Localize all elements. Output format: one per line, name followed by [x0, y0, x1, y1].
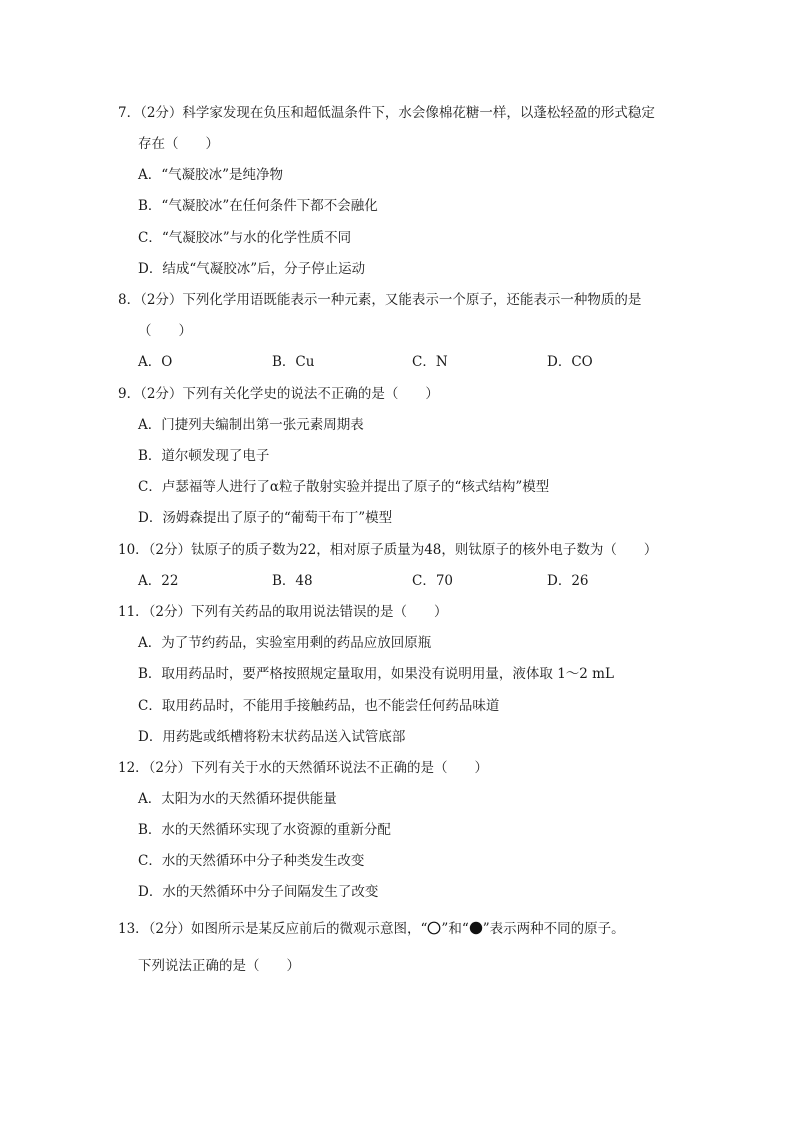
- q7-option-c: C．“气凝胶冰”与水的化学性质不同: [138, 230, 352, 246]
- q12-option-c: C．水的天然循环中分子种类发生改变: [138, 853, 365, 869]
- q7-stem-line2: 存在（ ）: [138, 136, 219, 152]
- q7-option-b: B．“气凝胶冰”在任何条件下都不会融化: [138, 198, 378, 214]
- q7-option-d: D．结成“气凝胶冰”后，分子停止运动: [138, 261, 366, 277]
- q13-stem-part2: ”和“: [441, 921, 469, 937]
- open-circle-atom-icon: [427, 921, 441, 941]
- q13-stem-line2: 下列说法正确的是（ ）: [138, 958, 300, 974]
- q12-option-a: A．太阳为水的天然循环提供能量: [138, 791, 337, 807]
- q9-stem-line1: 9．（2分）下列有关化学史的说法不正确的是（ ）: [118, 386, 439, 402]
- q12-stem-line1: 12．（2分）下列有关于水的天然循环说法不正确的是（ ）: [118, 760, 489, 776]
- q9-option-b: B．道尔顿发现了电子: [138, 448, 270, 464]
- q10-option-d: D．26: [547, 573, 589, 589]
- filled-circle-atom-icon: [469, 921, 483, 941]
- q11-option-a: A．为了节约药品，实验室用剩的药品应放回原瓶: [138, 635, 432, 651]
- q11-option-c: C．取用药品时，不能用手接触药品，也不能尝任何药品味道: [138, 698, 500, 714]
- q12-option-b: B．水的天然循环实现了水资源的重新分配: [138, 822, 391, 838]
- q10-option-c: C．70: [412, 573, 454, 589]
- q9-option-a: A．门捷列夫编制出第一张元素周期表: [138, 417, 364, 433]
- q7-option-a: A．“气凝胶冰”是纯净物: [138, 167, 284, 183]
- q13-stem-part1: 13．（2分）如图所示是某反应前后的微观示意图，“: [118, 921, 428, 937]
- q8-option-a: A．O: [138, 354, 173, 370]
- q13-stem-part3: ”表示两种不同的原子。: [482, 921, 625, 937]
- q10-option-b: B．48: [272, 573, 313, 589]
- q7-stem-line1: 7．（2分）科学家发现在负压和超低温条件下，水会像棉花糖一样，以蓬松轻盈的形式稳定: [118, 105, 655, 121]
- q8-option-c: C．N: [412, 354, 448, 370]
- q13-stem-line1: [118, 919, 625, 941]
- q12-option-d: D．水的天然循环中分子间隔发生了改变: [138, 884, 379, 900]
- q9-option-c: C．卢瑟福等人进行了α粒子散射实验并提出了原子的“核式结构”模型: [138, 479, 550, 495]
- q10-option-a: A．22: [138, 573, 179, 589]
- q11-stem-line1: 11．（2分）下列有关药品的取用说法错误的是（ ）: [118, 604, 448, 620]
- q9-option-d: D．汤姆森提出了原子的“葡萄干布丁”模型: [138, 510, 393, 526]
- q11-option-b: B．取用药品时，要严格按照规定量取用，如果没有说明用量，液体取 1～2 mL: [138, 666, 614, 682]
- q8-stem-line1: 8．（2分）下列化学用语既能表示一种元素，又能表示一个原子，还能表示一种物质的是: [118, 292, 642, 308]
- q8-stem-line2: （ ）: [138, 323, 192, 339]
- q10-stem-line1: 10．（2分）钛原子的质子数为22，相对原子质量为48，则钛原子的核外电子数为（ ）: [118, 542, 658, 558]
- q8-option-b: B．Cu: [272, 354, 315, 370]
- q11-option-d: D．用药匙或纸槽将粉末状药品送入试管底部: [138, 729, 406, 745]
- q8-option-d: D．CO: [547, 354, 593, 370]
